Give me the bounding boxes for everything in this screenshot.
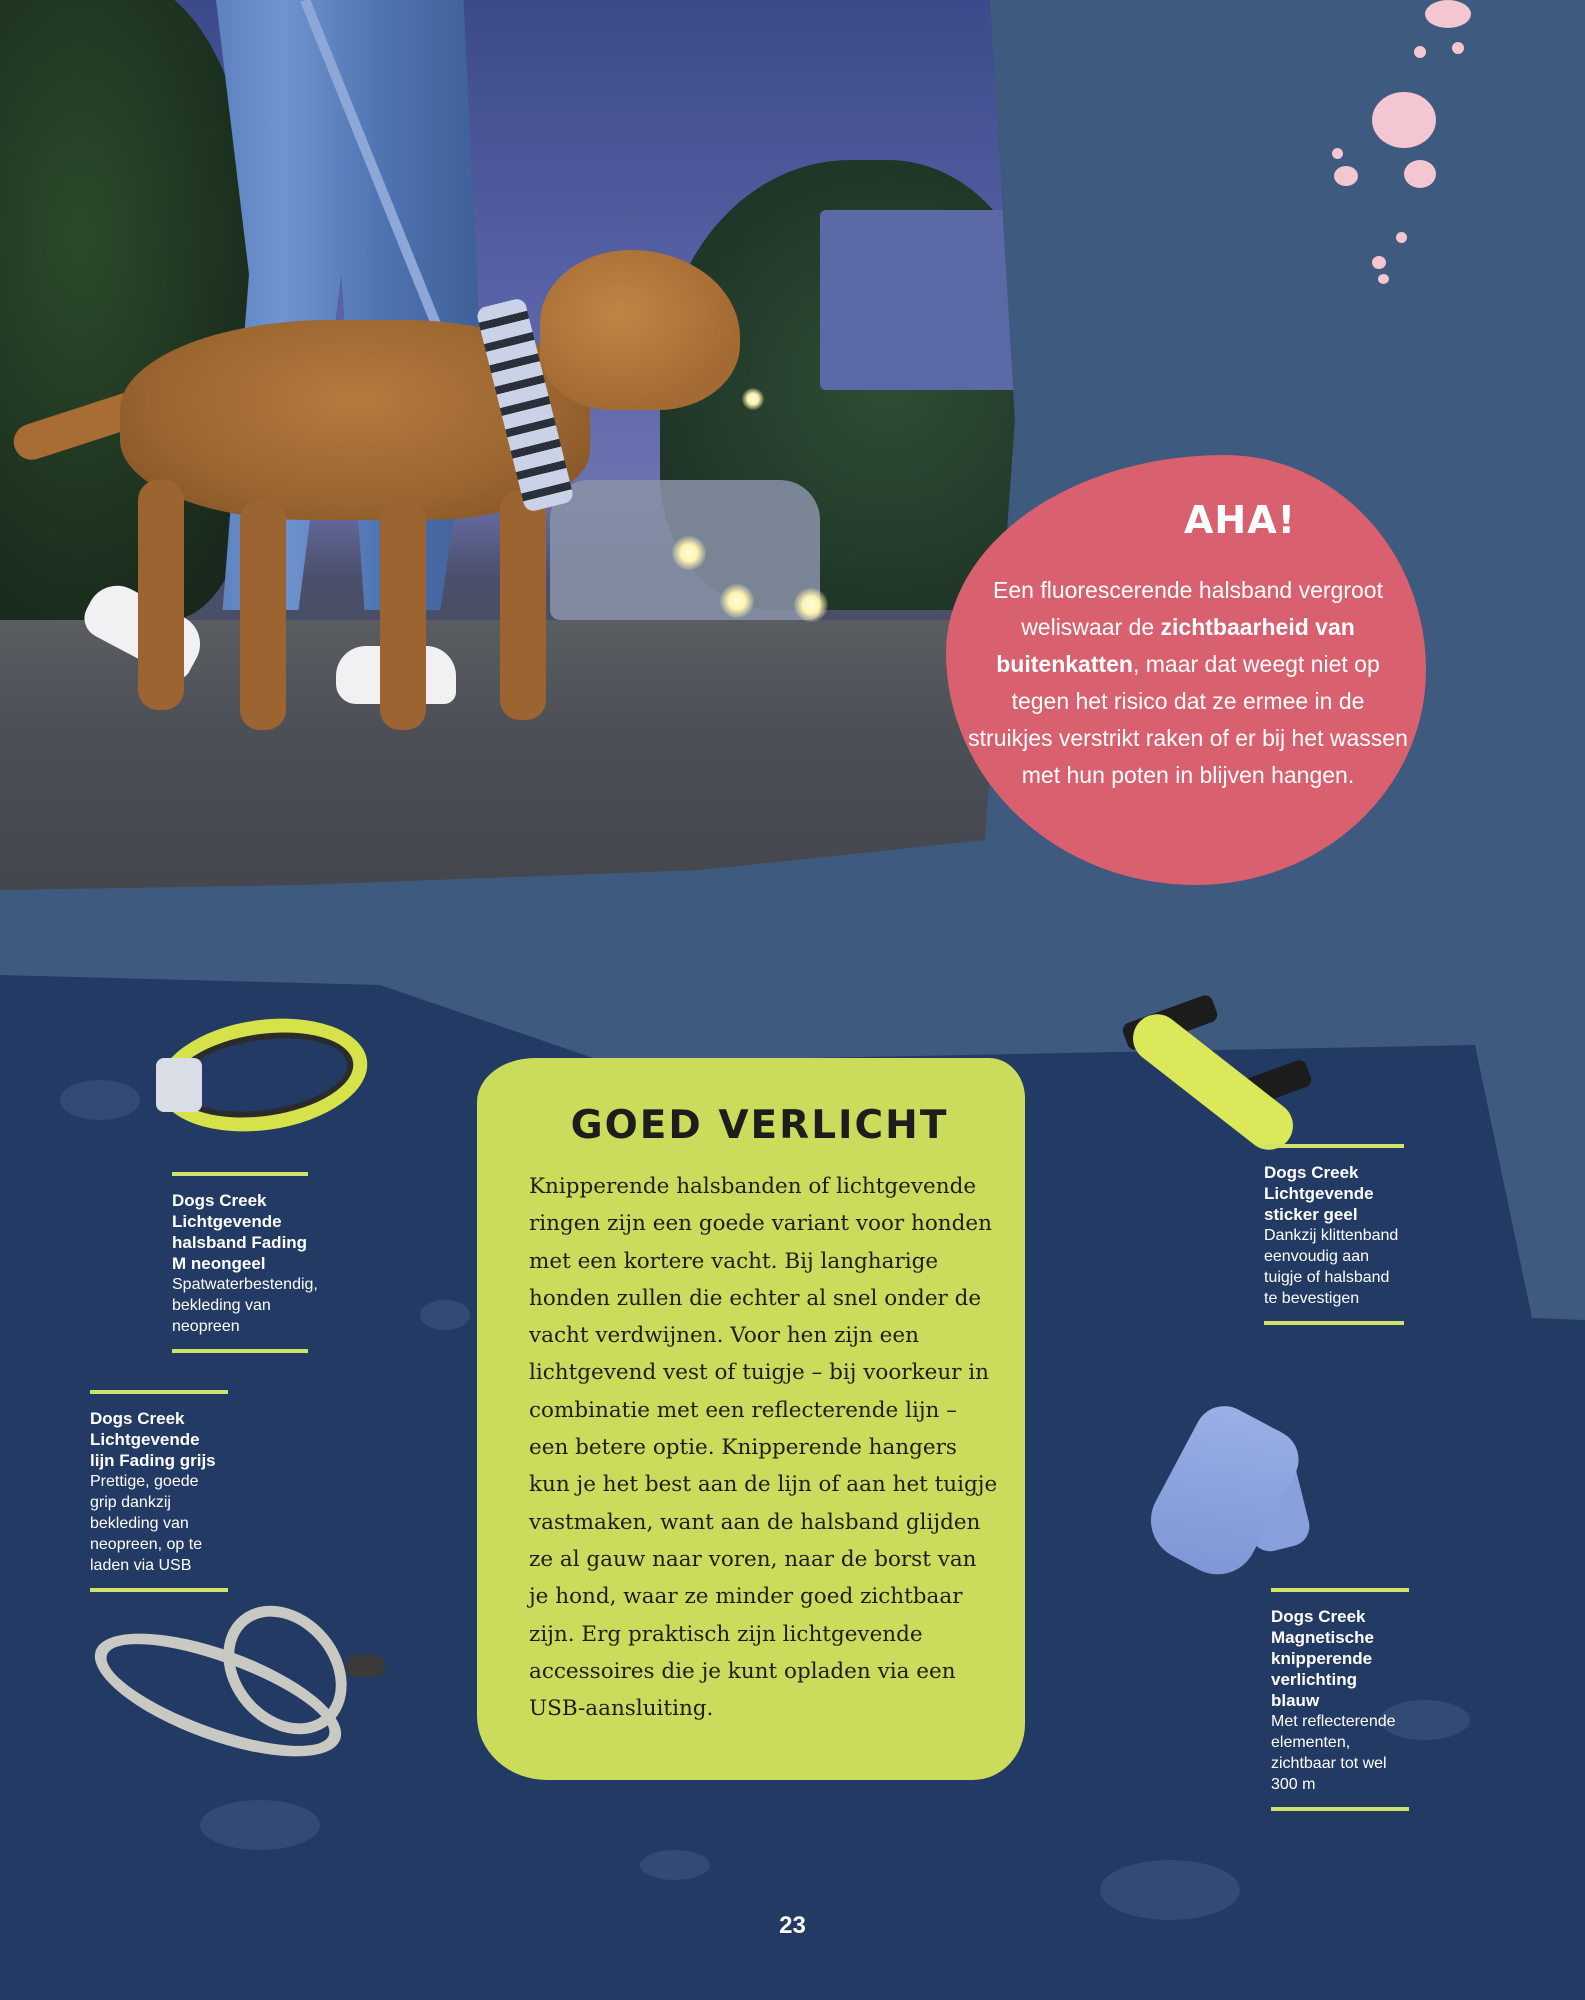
decorative-dot xyxy=(1378,274,1389,284)
page-number: 23 xyxy=(779,1912,806,1939)
product-description: Spatwaterbestendig, bekleding van neopreen xyxy=(172,1276,318,1335)
product-description: Dankzij klittenband eenvoudig aan tuigje of halsband te bevestigen xyxy=(1264,1227,1399,1307)
decorative-dot xyxy=(1334,166,1358,186)
product-description: Prettige, goede grip dankzij bekleding van neopreen, op te laden via USB xyxy=(90,1473,203,1574)
aha-text xyxy=(968,572,1408,794)
product-label-leash xyxy=(90,1390,228,1592)
decorative-dot xyxy=(1372,256,1386,269)
photo-streetlight xyxy=(742,388,764,410)
product-label-collar xyxy=(172,1172,318,1353)
texture-speck xyxy=(640,1850,710,1880)
texture-speck xyxy=(420,1300,470,1330)
product-label-sticker xyxy=(1264,1144,1404,1325)
product-description: Met reflecterende elementen, zichtbaar tot wel 300 m xyxy=(1271,1713,1396,1793)
decorative-dot xyxy=(1332,148,1343,159)
collar-buckle xyxy=(156,1058,202,1112)
decorative-dot xyxy=(1404,160,1436,188)
product-name: Dogs Creek Lichtgevende sticker geel xyxy=(1264,1163,1374,1224)
aha-text-part: , maar dat weegt niet op tegen het risico dat ze ermee in de struikjes verstrikt raken of er bij het wassen met hun poten in blijven hangen. xyxy=(968,651,1408,788)
product-name: Dogs Creek Magnetische knipperende verlichting blauw xyxy=(1271,1607,1374,1710)
photo-headlight xyxy=(672,536,706,570)
texture-speck xyxy=(60,1080,140,1120)
aha-text-part: Een fluorescerende halsband vergroot weliswaar de xyxy=(993,577,1383,640)
photo-dog-leg xyxy=(240,500,286,730)
leash-hook xyxy=(345,1655,385,1677)
decorative-dot xyxy=(1372,92,1436,148)
decorative-dot xyxy=(1414,46,1426,58)
info-box-title: GOED VERLICHT xyxy=(570,1103,949,1148)
photo-house xyxy=(820,210,1015,390)
product-name: Dogs Creek Lichtgevende lijn Fading grijs xyxy=(90,1409,216,1470)
texture-speck xyxy=(1100,1860,1240,1920)
photo-dog-leg xyxy=(138,480,184,710)
dog-night-photo xyxy=(0,0,1015,890)
photo-dog-leg xyxy=(380,500,426,730)
photo-dog-leg xyxy=(500,490,546,720)
decorative-dot xyxy=(1425,0,1471,28)
decorative-dot xyxy=(1452,42,1464,54)
photo-headlight xyxy=(794,588,828,622)
texture-speck xyxy=(200,1800,320,1850)
product-label-magnet-light xyxy=(1271,1588,1409,1811)
aha-text-bold: zichtbaarheid van buitenkatten xyxy=(996,614,1355,677)
info-box-body: Knipperende halsbanden of lichtgevende ringen zijn een goede variant voor honden met een kortere vacht. Bij langharige honden zullen die echter al snel onder de vacht verdwijnen. Voor hen zijn een lichtgevend vest of tuigje – bij voorkeur in combinatie met een reflecterende lijn – een betere optie. Knipperende hangers kun je het best aan de lijn of aan het tuigje vastmaken, want aan de halsband glijden ze al gauw naar voren, naar de borst van je hond, waar ze minder goed zichtbaar zijn. Erg praktisch zijn lichtgevende accessoires die je kunt opladen via een USB-aansluiting. xyxy=(529,1174,998,1722)
aha-title: AHA! xyxy=(1184,498,1296,542)
decorative-dot xyxy=(1396,232,1407,243)
photo-headlight xyxy=(720,584,754,618)
product-name: Dogs Creek Lichtgevende halsband Fading M neongeel xyxy=(172,1191,308,1273)
photo-trees-left xyxy=(0,0,260,620)
